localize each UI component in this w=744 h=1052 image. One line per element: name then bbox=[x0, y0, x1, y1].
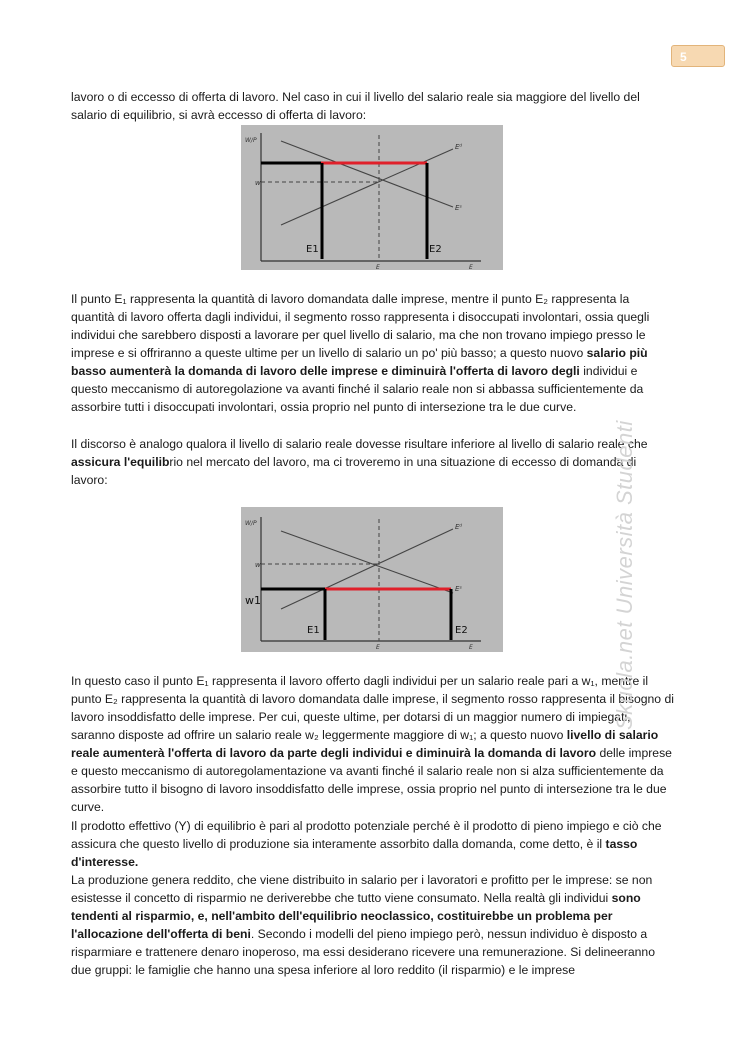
figure-excess-demand-svg bbox=[241, 507, 503, 652]
bold-text: tasso d'interesse. bbox=[71, 837, 638, 869]
point-e1-label: E1 bbox=[307, 625, 320, 636]
text: Il punto E₁ rappresenta la quantità di lavoro domandata dalle imprese, mentre il punto E₂ rappresenta la quantità di lavoro offerta dagli individui, il segmento rosso rappresenta i disoccupati involontari, ossia quegli individui che sarebbero disposti a lavorare per quel livello di salario, ma che non trovano impiego presso le imprese e si offriranno a queste ultime per un livello di salario un po' più basso; a questo nuovo bbox=[71, 292, 650, 360]
text: In questo caso il punto E₁ rappresenta il lavoro offerto dagli individui per un salario reale pari a w₁, mentre il punto E₂ rappresenta la quantità di lavoro domandata dalle imprese, il segmento rosso rappresenta il bisogno di lavoro insoddisfatto delle imprese. Per cui, queste ultime, per dotarsi di un maggior numero di impiegati, saranno disposte ad offrire un salario reale w₂ leggermente maggiore di w₁; a questo nuovo bbox=[71, 674, 674, 742]
text: delle imprese e questo meccanismo di autoregolamentazione va avanti finché il salario reale non si alza sufficientemente da assorbire tutto il bisogno di lavoro insoddisfatto delle imprese, ossia proprio nel punto di intersezione tra le due curve. bbox=[71, 746, 672, 814]
supply-curve-label: Eᵈ bbox=[455, 523, 463, 531]
point-e2-label: E2 bbox=[429, 244, 442, 255]
w1-label: w1 bbox=[245, 594, 261, 607]
figure-excess-supply-svg bbox=[241, 125, 503, 270]
paragraph-excess-supply bbox=[71, 290, 675, 416]
w-label: w bbox=[255, 179, 261, 187]
w-label: w bbox=[255, 561, 261, 569]
bold-text: sono tendenti al risparmio, e, nell'ambito dell'equilibrio neoclassico, costituirebbe un problema per l'allocazione dell'offerta di beni bbox=[71, 891, 641, 941]
bold-text: assicura l'equilib bbox=[71, 455, 170, 469]
text: Il prodotto effettivo (Y) di equilibrio è pari al prodotto potenziale perché è il prodotto di pieno impiego e ciò che assicura che questo livello di produzione sia interamente assorbito dalla domanda, come detto, è il bbox=[71, 819, 662, 851]
paragraph-effective-product bbox=[71, 817, 675, 871]
text: individui e questo meccanismo di autoregolazione va avanti finché il salario reale non si abbassa sufficientemente da assorbire tutti i disoccupati involontari, ossia proprio nel punto di intersezione tra le due curve. bbox=[71, 364, 644, 414]
watermark: Skuola.net Università Studenti bbox=[612, 420, 637, 730]
supply-curve-label: Eᵈ bbox=[455, 143, 463, 151]
paragraph-excess-demand bbox=[71, 672, 675, 816]
paragraph-income bbox=[71, 871, 675, 979]
page-number-badge: 5 bbox=[671, 45, 725, 67]
text: rio nel mercato del lavoro, ma ci troveremo in una situazione di eccesso di domanda di lavoro: bbox=[71, 455, 637, 487]
paragraph-analogous bbox=[71, 435, 675, 489]
x-equilibrium-label: E bbox=[376, 264, 380, 270]
x-axis-label: E bbox=[469, 644, 473, 651]
bold-text: salario più basso aumenterà la domanda di lavoro delle imprese e diminuirà l'offerta di lavoro degli bbox=[71, 346, 648, 378]
bold-text: livello di salario reale aumenterà l'offerta di lavoro da parte degli individui e diminuirà la domanda di lavoro bbox=[71, 728, 659, 760]
text: . Secondo i modelli del pieno impiego però, nessun individuo è disposto a risparmiare e trattenere denaro inoperoso, ma essi desiderano ricevere una remunerazione. Si delineeranno due gruppi: le famiglie che hanno una spesa inferiore al loro reddito (il risparmio) e le imprese bbox=[71, 927, 655, 977]
x-equilibrium-label: E bbox=[376, 644, 380, 651]
paragraph-intro: lavoro o di eccesso di offerta di lavoro. Nel caso in cui il livello del salario reale sia maggiore del livello del salario di equilibrio, si avrà eccesso di offerta di lavoro: bbox=[71, 90, 640, 122]
y-axis-label: W/P bbox=[245, 520, 257, 527]
text: La produzione genera reddito, che viene distribuito in salario per i lavoratori e profitto per le imprese: se non esistesse il concetto di risparmio ne deriverebbe che tutto viene consumato. Nella realtà gli individui bbox=[71, 873, 653, 905]
demand-curve-label: Eˢ bbox=[455, 204, 463, 212]
figure-excess-demand bbox=[241, 507, 503, 652]
figure-excess-supply bbox=[241, 125, 503, 270]
point-e2-label: E2 bbox=[455, 625, 468, 636]
demand-curve-label: Eˢ bbox=[455, 585, 463, 593]
y-axis-label: W/P bbox=[245, 137, 257, 144]
point-e1-label: E1 bbox=[306, 244, 319, 255]
text: Il discorso è analogo qualora il livello di salario reale dovesse risultare inferiore al livello di salario reale che bbox=[71, 437, 648, 451]
x-axis-label: E bbox=[469, 264, 473, 270]
